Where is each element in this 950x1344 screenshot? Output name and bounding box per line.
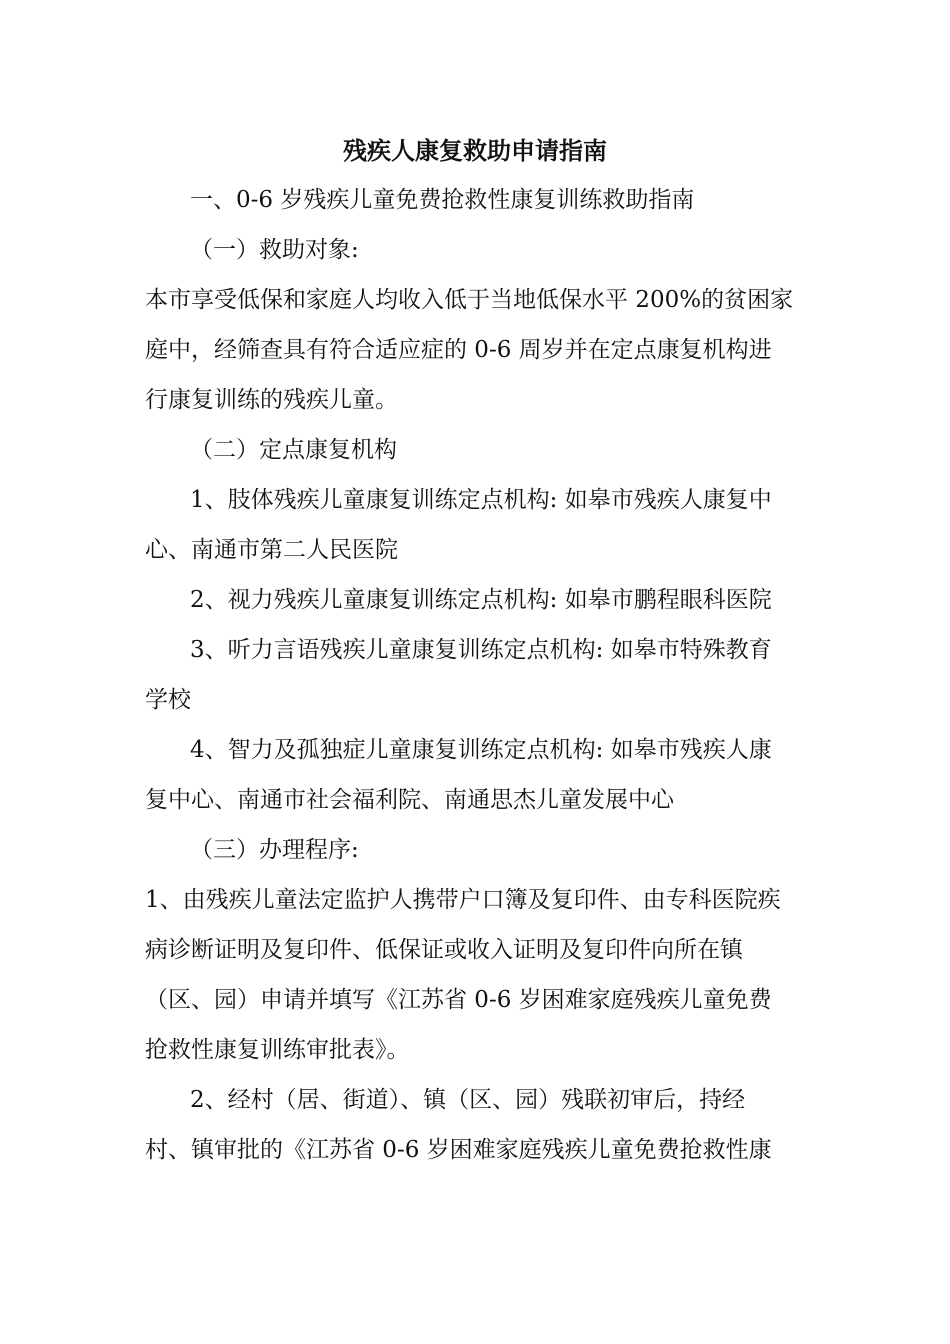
list-item-line: 2、视力残疾儿童康复训练定点机构: 如皋市鹏程眼科医院 <box>190 587 772 613</box>
subsection-heading-2: （二）定点康复机构 <box>190 437 397 463</box>
list-item-line: 复中心、南通市社会福利院、南通思杰儿童发展中心 <box>145 787 674 813</box>
section-heading-1: 一、0-6 岁残疾儿童免费抢救性康复训练救助指南 <box>190 187 695 213</box>
list-item-line: 1、肢体残疾儿童康复训练定点机构: 如皋市残疾人康复中 <box>190 487 772 513</box>
paragraph-line: 抢救性康复训练审批表》。 <box>145 1037 410 1063</box>
paragraph-line: （区、园）申请并填写《江苏省 0-6 岁困难家庭残疾儿童免费 <box>145 987 772 1013</box>
subsection-heading-1: （一）救助对象: <box>190 237 359 263</box>
paragraph-line: 村、镇审批的《江苏省 0-6 岁困难家庭残疾儿童免费抢救性康 <box>145 1137 772 1163</box>
list-item-line: 4、智力及孤独症儿童康复训练定点机构: 如皋市残疾人康 <box>190 737 772 763</box>
document-title: 残疾人康复救助申请指南 <box>343 137 607 165</box>
list-item-line: 3、听力言语残疾儿童康复训练定点机构: 如皋市特殊教育 <box>190 637 772 663</box>
list-item-line: 心、南通市第二人民医院 <box>145 537 398 563</box>
paragraph-line: 庭中，经筛查具有符合适应症的 0-6 周岁并在定点康复机构进 <box>145 337 772 363</box>
paragraph-line: 2、经村（居、街道）、镇（区、园）残联初审后，持经 <box>190 1087 746 1113</box>
paragraph-line: 病诊断证明及复印件、低保证或收入证明及复印件向所在镇 <box>145 937 743 963</box>
paragraph-line: 1、由残疾儿童法定监护人携带户口簿及复印件、由专科医院疾 <box>145 887 781 913</box>
list-item-line: 学校 <box>145 687 191 713</box>
paragraph-line: 行康复训练的残疾儿童。 <box>145 387 398 413</box>
subsection-heading-3: （三）办理程序: <box>190 837 359 863</box>
paragraph-line: 本市享受低保和家庭人均收入低于当地低保水平 200%的贫困家 <box>145 287 794 313</box>
